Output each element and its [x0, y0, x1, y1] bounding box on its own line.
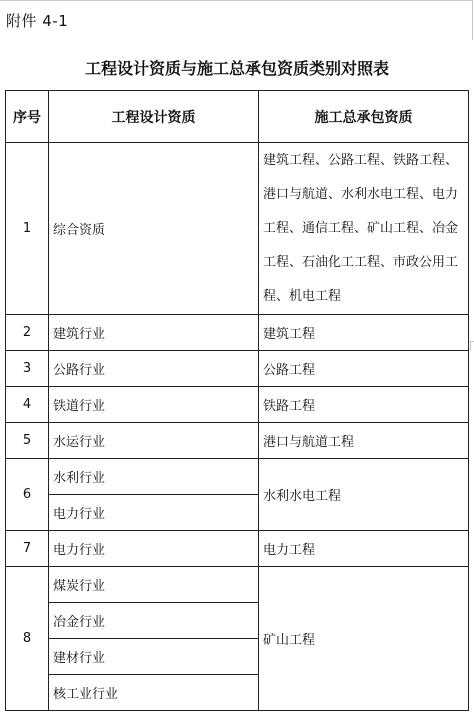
design-qualification: 建材行业: [49, 639, 259, 675]
design-qualification: 核工业行业: [49, 675, 259, 711]
row-number: 7: [6, 531, 49, 567]
design-qualification: 电力行业: [49, 531, 259, 567]
table-row: [6, 351, 469, 387]
table-row: [6, 459, 469, 495]
row-number: 6: [6, 459, 49, 531]
construction-qualification: 电力工程: [259, 531, 469, 567]
table-row: [6, 531, 469, 567]
annex-label: 附件 4-1: [6, 12, 69, 30]
header-design-qualification: 工程设计资质: [49, 91, 259, 143]
table-header-row: [6, 91, 469, 143]
construction-qualification: 矿山工程: [259, 567, 469, 711]
row-number: 4: [6, 387, 49, 423]
design-qualification: 综合资质: [49, 143, 259, 315]
table-row: [6, 423, 469, 459]
design-qualification: 铁道行业: [49, 387, 259, 423]
design-qualification: 水利行业: [49, 459, 259, 495]
construction-qualification: 建筑工程: [259, 315, 469, 351]
design-qualification: 煤炭行业: [49, 567, 259, 603]
construction-qualification: 建筑工程、公路工程、铁路工程、港口与航道、水利水电工程、电力工程、通信工程、矿山工程、冶金工程、石油化工工程、市政公用工程、机电工程: [259, 143, 469, 315]
construction-qualification: 水利水电工程: [259, 459, 469, 531]
table-row: [6, 143, 469, 315]
design-qualification: 冶金行业: [49, 603, 259, 639]
qualification-table: [5, 90, 469, 711]
table-row: [6, 567, 469, 603]
construction-qualification: 公路工程: [259, 351, 469, 387]
header-no: 序号: [6, 91, 49, 143]
table-row: [6, 315, 469, 351]
design-qualification: 建筑行业: [49, 315, 259, 351]
construction-qualification: 铁路工程: [259, 387, 469, 423]
design-qualification: 电力行业: [49, 495, 259, 531]
margin-mark: [470, 341, 474, 351]
row-number: 5: [6, 423, 49, 459]
row-number: 2: [6, 315, 49, 351]
design-qualification: 公路行业: [49, 351, 259, 387]
construction-qualification: 港口与航道工程: [259, 423, 469, 459]
row-number: 3: [6, 351, 49, 387]
row-number: 1: [6, 143, 49, 315]
page-frame-guide: [0, 0, 473, 40]
document-title: 工程设计资质与施工总承包资质类别对照表: [84, 59, 389, 78]
table-row: [6, 387, 469, 423]
row-number: 8: [6, 567, 49, 711]
design-qualification: 水运行业: [49, 423, 259, 459]
header-construction-qualification: 施工总承包资质: [259, 91, 469, 143]
